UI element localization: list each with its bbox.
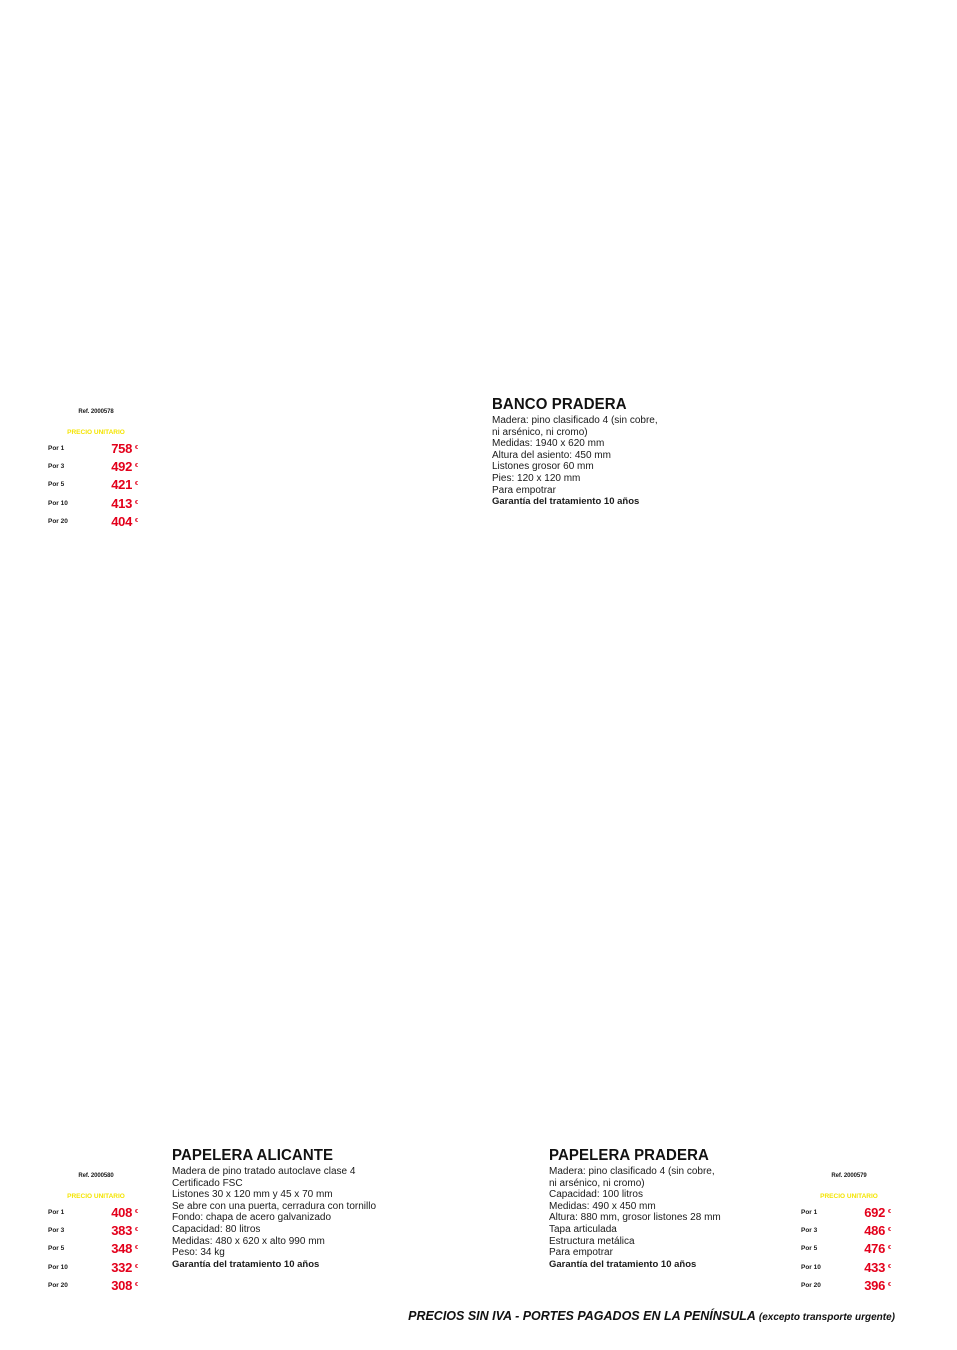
quantity-label: Por 5 xyxy=(48,481,65,489)
euro-symbol: € xyxy=(887,1245,891,1252)
price-row xyxy=(801,1278,897,1296)
euro-symbol: € xyxy=(134,1209,138,1215)
reference-number: Ref. 2000579 xyxy=(831,1173,867,1179)
euro-symbol: € xyxy=(887,1281,891,1288)
unit-price-label: PRECIO UNITARIO xyxy=(820,1193,878,1200)
price-row xyxy=(48,1223,144,1241)
price-row xyxy=(48,1260,144,1278)
description-line: Se abre con una puerta, cerradura con tornillo xyxy=(172,1200,377,1212)
price-row xyxy=(48,514,144,532)
description-line: ni arsénico, ni cromo) xyxy=(549,1177,645,1189)
quantity-label: Por 1 xyxy=(48,1209,65,1216)
description-line: Altura: 880 mm, grosor listones 28 mm xyxy=(549,1212,721,1224)
price-value: 404 xyxy=(111,513,132,529)
euro-symbol: € xyxy=(134,1281,138,1288)
euro-symbol: € xyxy=(134,463,138,470)
quantity-label: Por 3 xyxy=(48,1227,65,1235)
price-row xyxy=(48,477,144,495)
price-value: 476 xyxy=(864,1241,885,1257)
quantity-label: Por 10 xyxy=(48,1263,68,1271)
price-value: 758 xyxy=(111,441,132,456)
product-banco-pradera xyxy=(492,397,658,508)
description-line: Fondo: chapa de acero galvanizado xyxy=(172,1212,332,1224)
quantity-label: Por 20 xyxy=(801,1281,821,1289)
unit-price-label: PRECIO UNITARIO xyxy=(67,1193,125,1200)
description-line: Para empotrar xyxy=(492,484,556,496)
euro-symbol: € xyxy=(134,499,138,506)
product-papelera-alicante xyxy=(172,1148,376,1270)
euro-symbol: € xyxy=(887,1209,891,1215)
description-line: Medidas: 490 x 450 mm xyxy=(549,1200,656,1212)
price-box-2000578 xyxy=(48,408,144,532)
description-line: Medidas: 1940 x 620 mm xyxy=(492,438,605,450)
pricing-footer-note xyxy=(408,1309,895,1323)
euro-symbol: € xyxy=(887,1263,891,1270)
price-row xyxy=(48,459,144,477)
euro-symbol: € xyxy=(134,1245,138,1252)
price-value: 486 xyxy=(864,1223,885,1239)
price-value: 692 xyxy=(864,1205,885,1220)
price-row xyxy=(48,1278,144,1296)
description-line: Madera: pino clasificado 4 (sin cobre, xyxy=(549,1166,715,1177)
quantity-label: Por 20 xyxy=(48,1281,68,1289)
description-line: Capacidad: 80 litros xyxy=(172,1223,261,1235)
price-value: 383 xyxy=(111,1223,132,1239)
footer-main-text: PRECIOS SIN IVA - PORTES PAGADOS EN LA PENÍNSULA xyxy=(408,1309,756,1323)
quantity-label: Por 3 xyxy=(801,1227,818,1235)
euro-symbol: € xyxy=(887,1227,891,1234)
price-row xyxy=(801,1205,897,1223)
price-value: 396 xyxy=(864,1277,885,1293)
description-line: Listones 30 x 120 mm y 45 x 70 mm xyxy=(172,1189,333,1201)
description-line: Tapa articulada xyxy=(549,1223,617,1235)
price-row xyxy=(48,1205,144,1223)
description-line: Listones grosor 60 mm xyxy=(492,461,594,473)
product-description xyxy=(549,1166,721,1270)
footer-subnote: (excepto transporte urgente) xyxy=(758,1312,895,1323)
product-title: BANCO PRADERA xyxy=(492,395,627,414)
product-papelera-pradera xyxy=(549,1148,721,1270)
quantity-label: Por 20 xyxy=(48,517,68,525)
guarantee-line: Garantía del tratamiento 10 años xyxy=(549,1258,697,1270)
description-line: Para empotrar xyxy=(549,1247,613,1259)
price-value: 348 xyxy=(111,1241,132,1257)
price-row xyxy=(48,1241,144,1259)
product-description xyxy=(172,1166,376,1270)
unit-price-label: PRECIO UNITARIO xyxy=(67,429,125,436)
price-row xyxy=(48,496,144,514)
description-line: Madera: pino clasificado 4 (sin cobre, xyxy=(492,415,658,426)
guarantee-line: Garantía del tratamiento 10 años xyxy=(172,1258,320,1270)
product-title: PAPELERA PRADERA xyxy=(549,1146,709,1165)
description-line: Certificado FSC xyxy=(172,1177,243,1189)
quantity-label: Por 1 xyxy=(801,1209,818,1216)
reference-number: Ref. 2000578 xyxy=(78,409,114,415)
reference-number: Ref. 2000580 xyxy=(78,1173,114,1179)
description-line: Pies: 120 x 120 mm xyxy=(492,472,581,484)
price-value: 408 xyxy=(111,1205,132,1220)
price-value: 492 xyxy=(111,459,132,475)
euro-symbol: € xyxy=(134,445,138,451)
euro-symbol: € xyxy=(134,517,138,524)
quantity-label: Por 1 xyxy=(48,445,65,452)
description-line: ni arsénico, ni cromo) xyxy=(492,426,588,438)
description-line: Madera de pino tratado autoclave clase 4 xyxy=(172,1166,356,1177)
price-value: 308 xyxy=(111,1277,132,1293)
price-row xyxy=(801,1260,897,1278)
quantity-label: Por 3 xyxy=(48,463,65,471)
price-row xyxy=(801,1223,897,1241)
description-line: Medidas: 480 x 620 x alto 990 mm xyxy=(172,1235,325,1247)
euro-symbol: € xyxy=(134,481,138,488)
guarantee-line: Garantía del tratamiento 10 años xyxy=(492,496,640,508)
quantity-label: Por 5 xyxy=(801,1245,818,1253)
price-value: 433 xyxy=(864,1259,885,1275)
description-line: Capacidad: 100 litros xyxy=(549,1189,643,1201)
euro-symbol: € xyxy=(134,1263,138,1270)
quantity-label: Por 10 xyxy=(801,1263,821,1271)
price-value: 332 xyxy=(111,1259,132,1275)
euro-symbol: € xyxy=(134,1227,138,1234)
price-row xyxy=(48,441,144,459)
quantity-label: Por 10 xyxy=(48,499,68,507)
product-description xyxy=(492,415,658,508)
description-line: Estructura metálica xyxy=(549,1235,635,1247)
price-row xyxy=(801,1241,897,1259)
product-title: PAPELERA ALICANTE xyxy=(172,1146,334,1165)
description-line: Peso: 34 kg xyxy=(172,1247,225,1259)
quantity-label: Por 5 xyxy=(48,1245,65,1253)
price-value: 421 xyxy=(111,477,132,493)
description-line: Altura del asiento: 450 mm xyxy=(492,449,611,461)
price-box-2000580 xyxy=(48,1172,144,1296)
price-value: 413 xyxy=(111,495,132,511)
price-box-2000579 xyxy=(801,1172,897,1296)
